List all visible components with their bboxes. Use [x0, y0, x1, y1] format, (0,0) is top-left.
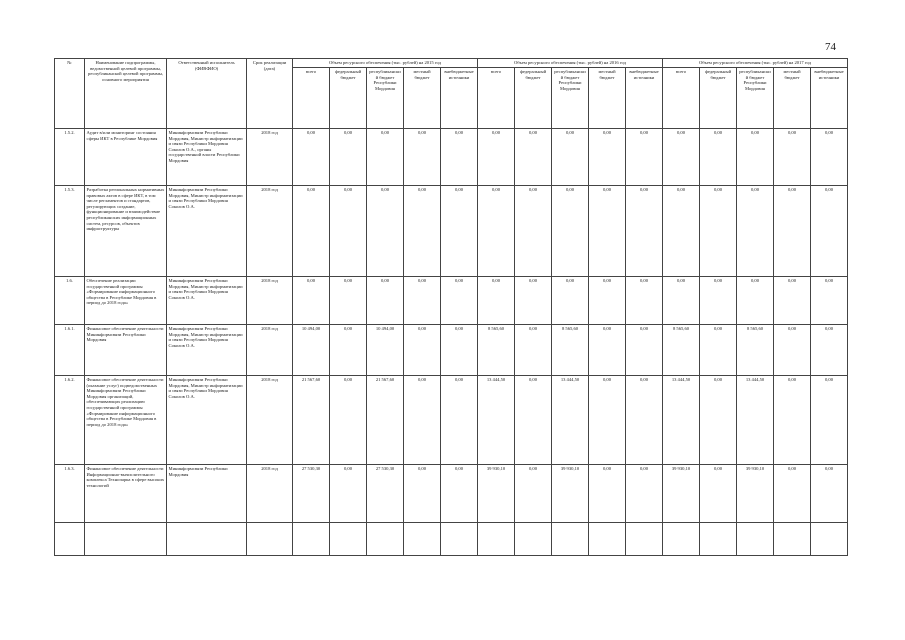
row-value: 0,00 [774, 129, 811, 186]
row-value: 0,00 [441, 186, 478, 277]
row-term: 2018 год [247, 277, 293, 325]
row-responsible: Мининформсвязи Республики Мордовия [167, 465, 247, 523]
header-sub-republic: республиканский бюджет Республики Мордовия [367, 68, 404, 129]
empty-cell [737, 523, 774, 556]
table-row [55, 325, 848, 376]
row-value: 0,00 [700, 325, 737, 376]
row-value: 0,00 [404, 186, 441, 277]
header-name: Наименование подпрограммы, ведомственной целевой программы, республиканской целевой программы, основного мероприятия [85, 59, 167, 129]
row-value: 0,00 [700, 376, 737, 465]
row-value: 0,00 [404, 376, 441, 465]
row-value: 39 930,10 [737, 465, 774, 523]
row-number: 1.5.3. [55, 186, 85, 277]
row-value: 8 565,60 [478, 325, 515, 376]
row-value: 0,00 [293, 186, 330, 277]
row-term: 2018 год [247, 325, 293, 376]
row-value: 27 530,30 [367, 465, 404, 523]
row-value: 0,00 [737, 277, 774, 325]
header-sub-total: всего [663, 68, 700, 129]
row-name: Финансовое обеспечение деятельности (оказание услуг) подведомственных Мининформсвязи Республики Мордовия организаций, обеспечивающих реализацию государственной программы «Формирование информационного общества в Республике Мордовия в период до 2018 года» [85, 376, 167, 465]
row-value: 0,00 [441, 465, 478, 523]
row-name: Разработка региональных нормативных правовых актов в сфере ИКТ, в том числе регламентов и стандартов, регулирующих создание, функционирование и взаимодействие республиканских информационных систем, ресурсов, объектов инфраструктуры [85, 186, 167, 277]
row-value: 0,00 [330, 277, 367, 325]
row-value: 0,00 [700, 465, 737, 523]
header-sub-total: всего [478, 68, 515, 129]
row-value: 8 565,60 [552, 325, 589, 376]
header-num: № [55, 59, 85, 129]
row-responsible: Мининформсвязи Республики Мордовия, Министр информатизации и связи Республики Мордовия Соколов О.А. [167, 277, 247, 325]
empty-cell [663, 523, 700, 556]
row-value: 0,00 [774, 186, 811, 277]
row-value: 0,00 [589, 376, 626, 465]
row-name: Аудит в/или мониторинг состояния сферы ИКТ в Республике Мордовия [85, 129, 167, 186]
header-sub-local: местный бюджет [774, 68, 811, 129]
row-value: 0,00 [441, 325, 478, 376]
row-value: 0,00 [700, 277, 737, 325]
row-value: 0,00 [293, 277, 330, 325]
row-value: 0,00 [589, 129, 626, 186]
row-value: 0,00 [404, 465, 441, 523]
empty-cell [478, 523, 515, 556]
row-number: 1.6. [55, 277, 85, 325]
header-group-2015: Объем ресурсного обеспечения (тыс. рублей) на 2015 год [293, 59, 478, 68]
row-value: 0,00 [774, 277, 811, 325]
row-value: 0,00 [663, 277, 700, 325]
empty-cell [552, 523, 589, 556]
row-value: 0,00 [811, 186, 848, 277]
row-value: 0,00 [626, 186, 663, 277]
row-value: 0,00 [367, 129, 404, 186]
row-value: 0,00 [552, 129, 589, 186]
table-row-blank [55, 523, 848, 556]
table-row [55, 129, 848, 186]
header-sub-federal: федеральный бюджет [330, 68, 367, 129]
row-value: 0,00 [515, 325, 552, 376]
row-number: 1.6.2. [55, 376, 85, 465]
header-sub-republic: республиканский бюджет Республики Мордовия [737, 68, 774, 129]
row-name: Финансовое обеспечение деятельности Мининформсвязи Республики Мордовия [85, 325, 167, 376]
row-value: 10 494,00 [293, 325, 330, 376]
row-value: 0,00 [626, 376, 663, 465]
row-value: 0,00 [330, 376, 367, 465]
empty-cell [293, 523, 330, 556]
row-value: 8 565,60 [663, 325, 700, 376]
empty-cell [404, 523, 441, 556]
row-term: 2018 год [247, 465, 293, 523]
row-value: 0,00 [774, 465, 811, 523]
row-value: 8 565,60 [737, 325, 774, 376]
page-number: 74 [825, 41, 836, 53]
row-value: 0,00 [737, 129, 774, 186]
empty-cell [367, 523, 404, 556]
row-value: 0,00 [811, 129, 848, 186]
row-value: 0,00 [515, 277, 552, 325]
row-value: 0,00 [552, 277, 589, 325]
row-value: 0,00 [404, 129, 441, 186]
header-group-2017: Объем ресурсного обеспечения (тыс. рублей) на 2017 год [663, 59, 848, 68]
table-row [55, 465, 848, 523]
row-value: 0,00 [626, 465, 663, 523]
row-value: 0,00 [811, 277, 848, 325]
empty-cell [626, 523, 663, 556]
row-name: Финансовое обеспечение деятельности Информационно-вычислительного комплекса Технопарка в сфере высоких технологий [85, 465, 167, 523]
row-value: 0,00 [737, 186, 774, 277]
header-sub-local: местный бюджет [404, 68, 441, 129]
row-value: 21 567,60 [367, 376, 404, 465]
row-value: 13 444,50 [663, 376, 700, 465]
empty-cell [441, 523, 478, 556]
row-number: 1.6.3. [55, 465, 85, 523]
header-responsible: Ответственный исполнитель (ФИВФИО) [167, 59, 247, 129]
row-responsible: Мининформсвязи Республики Мордовия, Министр информатизации и связи Республики Мордовия Соколов О.А. [167, 325, 247, 376]
header-sub-extra: внебюджетные источники [441, 68, 478, 129]
header-sub-extra: внебюджетные источники [811, 68, 848, 129]
header-sub-federal: федеральный бюджет [700, 68, 737, 129]
header-term: Срок реализации (дата) [247, 59, 293, 129]
empty-cell [247, 523, 293, 556]
header-sub-federal: федеральный бюджет [515, 68, 552, 129]
header-sub-total: всего [293, 68, 330, 129]
row-value: 0,00 [589, 186, 626, 277]
row-value: 0,00 [367, 277, 404, 325]
empty-cell [774, 523, 811, 556]
row-value: 0,00 [589, 325, 626, 376]
row-value: 39 930,10 [478, 465, 515, 523]
row-value: 0,00 [404, 277, 441, 325]
row-responsible: Мининформсвязи Республики Мордовия, Министр информатизации и связи Республики Мордовия Соколов О.А. [167, 186, 247, 277]
row-value: 0,00 [441, 277, 478, 325]
row-term: 2018 год [247, 186, 293, 277]
row-value: 0,00 [515, 129, 552, 186]
header-group-2016: Объем ресурсного обеспечения (тыс. рублей) на 2016 год [478, 59, 663, 68]
row-value: 0,00 [515, 186, 552, 277]
empty-cell [85, 523, 167, 556]
row-value: 0,00 [367, 186, 404, 277]
row-value: 0,00 [404, 325, 441, 376]
row-value: 0,00 [700, 186, 737, 277]
empty-cell [700, 523, 737, 556]
row-value: 0,00 [441, 129, 478, 186]
table-row [55, 277, 848, 325]
row-value: 0,00 [441, 376, 478, 465]
row-value: 0,00 [626, 277, 663, 325]
row-value: 0,00 [811, 465, 848, 523]
row-value: 0,00 [811, 376, 848, 465]
empty-cell [167, 523, 247, 556]
empty-cell [811, 523, 848, 556]
header-sub-local: местный бюджет [589, 68, 626, 129]
row-value: 0,00 [330, 129, 367, 186]
row-value: 13 444,50 [737, 376, 774, 465]
row-value: 0,00 [515, 465, 552, 523]
row-value: 0,00 [293, 129, 330, 186]
row-value: 0,00 [478, 277, 515, 325]
row-value: 0,00 [589, 465, 626, 523]
row-value: 0,00 [552, 186, 589, 277]
row-value: 13 444,50 [552, 376, 589, 465]
row-value: 0,00 [478, 186, 515, 277]
row-value: 0,00 [330, 325, 367, 376]
header-sub-republic: республиканский бюджет Республики Мордовия [552, 68, 589, 129]
empty-cell [55, 523, 85, 556]
row-value: 0,00 [589, 277, 626, 325]
row-value: 0,00 [478, 129, 515, 186]
row-value: 13 444,50 [478, 376, 515, 465]
table-row [55, 376, 848, 465]
row-responsible: Мининформсвязи Республики Мордовия, Министр информатизации и связи Республики Мордовия Соколов О.А. [167, 376, 247, 465]
row-value: 0,00 [626, 325, 663, 376]
row-name: Обеспечение реализации государственной программы «Формирование информационного общества в Республике Мордовия в период до 2018 года» [85, 277, 167, 325]
row-value: 0,00 [811, 325, 848, 376]
row-value: 0,00 [700, 129, 737, 186]
row-value: 0,00 [626, 129, 663, 186]
empty-cell [330, 523, 367, 556]
empty-cell [515, 523, 552, 556]
row-value: 0,00 [330, 465, 367, 523]
row-term: 2018 год [247, 129, 293, 186]
row-value: 0,00 [330, 186, 367, 277]
row-value: 27 530,30 [293, 465, 330, 523]
empty-cell [589, 523, 626, 556]
row-value: 10 494,00 [367, 325, 404, 376]
resource-table [54, 58, 848, 556]
row-value: 0,00 [663, 186, 700, 277]
table-body [55, 129, 848, 556]
row-value: 39 930,10 [663, 465, 700, 523]
row-term: 2018 год [247, 376, 293, 465]
row-value: 0,00 [515, 376, 552, 465]
row-value: 39 930,10 [552, 465, 589, 523]
row-value: 0,00 [774, 325, 811, 376]
row-value: 0,00 [663, 129, 700, 186]
row-value: 0,00 [774, 376, 811, 465]
row-number: 1.6.1. [55, 325, 85, 376]
row-responsible: Мининформсвязи Республики Мордовия, Министр информатизации и связи Республики Мордовия Соколов О.А., органы государственной власти Республики Мордовия [167, 129, 247, 186]
row-number: 1.5.2. [55, 129, 85, 186]
table-row [55, 186, 848, 277]
row-value: 21 567,60 [293, 376, 330, 465]
header-sub-extra: внебюджетные источники [626, 68, 663, 129]
